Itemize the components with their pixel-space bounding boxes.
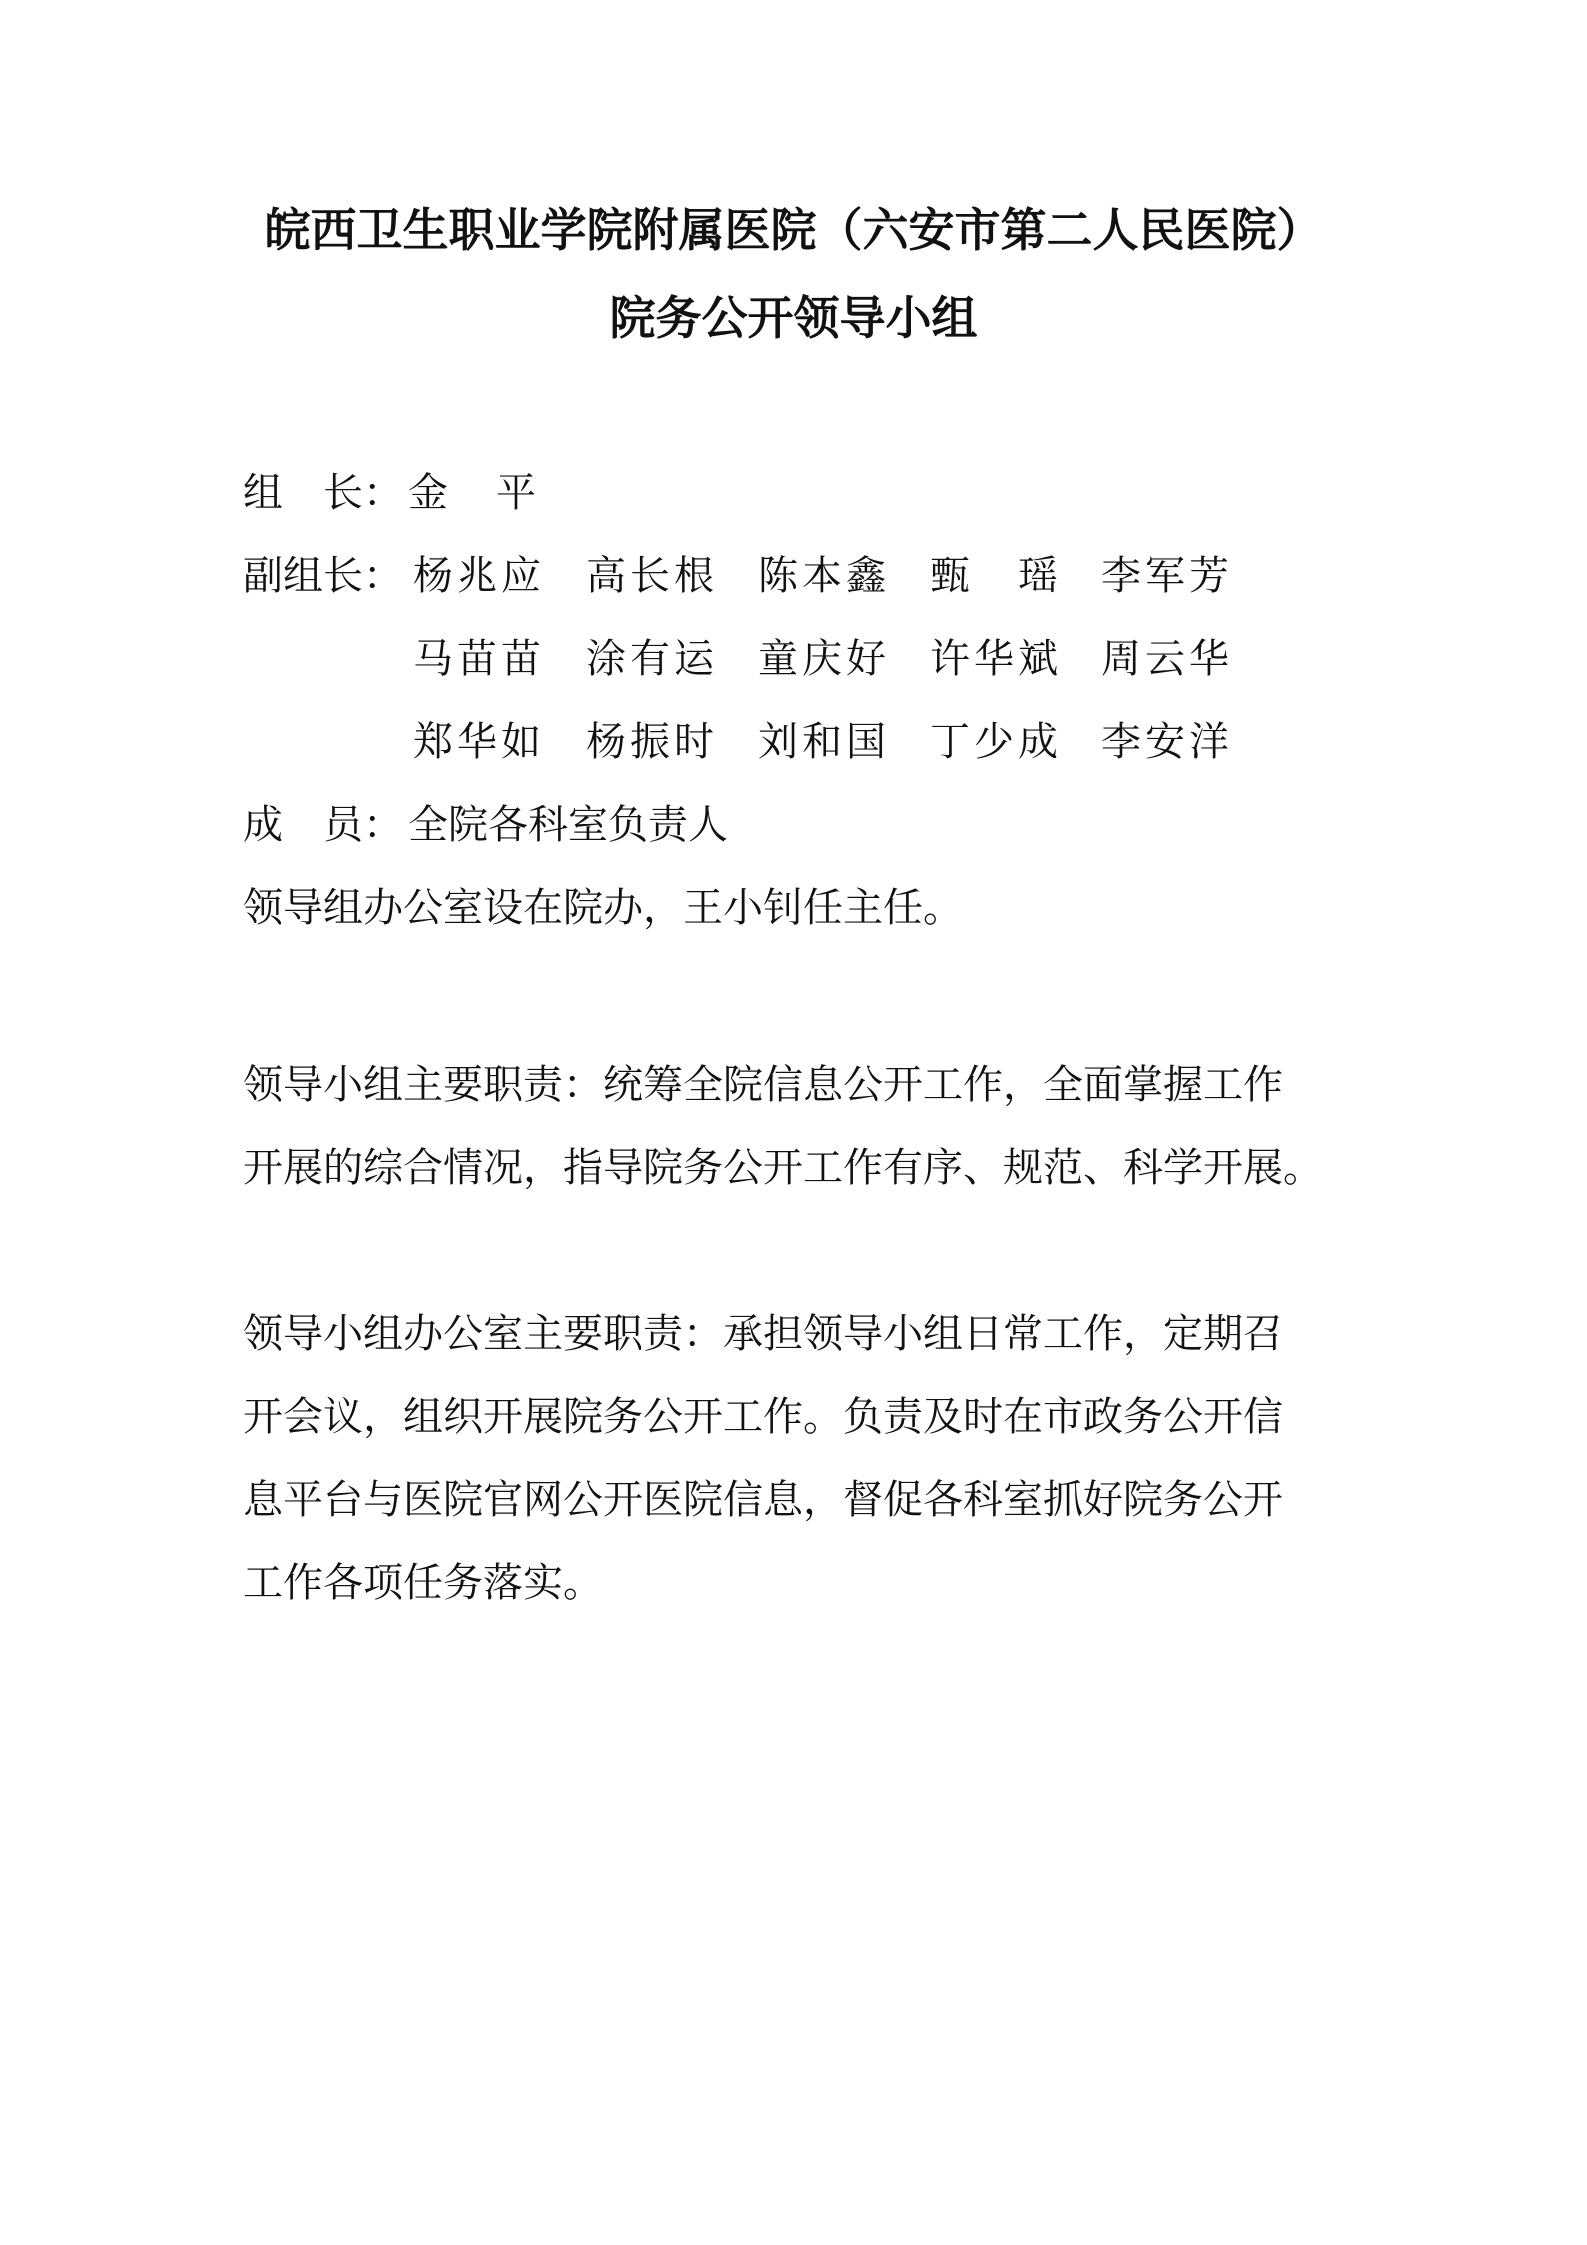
- deputy-name: 李安洋: [1101, 719, 1233, 765]
- deputy-name: 杨振时: [586, 719, 718, 765]
- paragraph-line: 开展的综合情况，指导院务公开工作有序、规范、科学开展。: [243, 1145, 1323, 1191]
- paragraph-line: 工作各项任务落实。: [243, 1560, 603, 1606]
- deputy-name: 甄 瑶: [930, 553, 1062, 599]
- deputy-name: 涂有运: [586, 636, 718, 682]
- office-note: 领导组办公室设在院办，王小钊任主任。: [243, 885, 963, 931]
- deputy-name: 李军芳: [1101, 553, 1233, 599]
- deputy-name: 陈本鑫: [758, 553, 890, 599]
- paragraph-line: 息平台与医院官网公开医院信息，督促各科室抓好院务公开: [243, 1477, 1283, 1523]
- paragraph-line: 领导小组主要职责：统筹全院信息公开工作，全面掌握工作: [243, 1062, 1283, 1108]
- paragraph-line: 开会议，组织开展院务公开工作。负责及时在市政务公开信: [243, 1394, 1283, 1440]
- deputy-name: 周云华: [1101, 636, 1233, 682]
- leadership-duties-paragraph: [243, 1044, 1353, 1210]
- deputy-name: 高长根: [586, 553, 718, 599]
- leader-label: 组 长：: [243, 470, 403, 516]
- deputy-name: 丁少成: [930, 719, 1062, 765]
- members-label: 成 员：: [243, 802, 403, 848]
- deputy-label: 副组长：: [243, 553, 403, 599]
- deputy-name: 郑华如: [413, 719, 545, 765]
- document-title-line-1: 皖西卫生职业学院附属医院（六安市第二人民医院）: [264, 203, 1323, 257]
- deputy-name: 许华斌: [930, 636, 1062, 682]
- document-title-line-2: 院务公开领导小组: [609, 291, 978, 345]
- paragraph-line: 领导小组办公室主要职责：承担领导小组日常工作，定期召: [243, 1311, 1283, 1357]
- members-value: 全院各科室负责人: [408, 802, 728, 848]
- deputy-name: 杨兆应: [413, 553, 545, 599]
- deputy-name: 刘和国: [758, 719, 890, 765]
- deputy-name: 马苗苗: [413, 636, 545, 682]
- leader-name: 金 平: [408, 470, 540, 516]
- deputy-name: 童庆好: [758, 636, 890, 682]
- office-duties-paragraph: [243, 1293, 1353, 1625]
